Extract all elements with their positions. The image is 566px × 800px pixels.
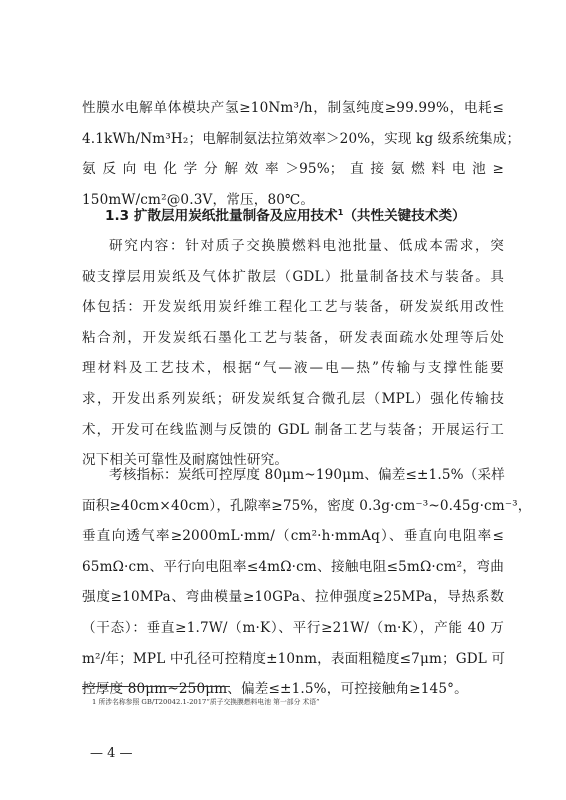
text-line: 理材料及工艺技术，根据“气—液—电—热”传输与支撑性能要 [82, 360, 504, 377]
section-heading [105, 201, 466, 231]
section-heading-title: 1.3 扩散层用炭纸批量制备及应用技术 [105, 208, 338, 224]
text-line: 氨反向电化学分解效率＞95%；直接氨燃料电池≥ [82, 161, 504, 178]
paragraph-targets-continued [82, 93, 521, 215]
footnote-marker: 1 [337, 208, 344, 217]
paragraph-assessment-indicators [82, 460, 532, 705]
text-line: 强度≥10MPa、弯曲模量≥10GPa、拉伸强度≥25MPa，导热系数 [82, 589, 504, 606]
text-line: 150mW/cm²@0.3V，常压，80℃。 [82, 191, 315, 208]
page-number: — 4 — [90, 746, 133, 761]
text-line: 破支撑层用炭纸及气体扩散层（GDL）批量制备技术与装备。具 [82, 268, 504, 285]
text-line: 况下相关可靠性及耐腐蚀性研究。 [82, 452, 289, 469]
text-line: 粘合剂，开发炭纸石墨化工艺与装备，研发表面疏水处理等后处 [82, 329, 504, 346]
text-line: （干态）：垂直≥1.7W/（m·K）、平行≥21W/（m·K），产能 40 万 [82, 619, 504, 636]
text-line: 垂直向透气率≥2000mL·mm/（cm²·h·mmAq）、垂直向电阻率≤ [82, 528, 504, 545]
text-line: 65mΩ·cm、平行向电阻率≤4mΩ·cm、接触电阻≤5mΩ·cm²，弯曲 [82, 558, 504, 575]
text-line: 控厚度 80μm~250μm、偏差≤±1.5%，可控接触角≥145°。 [82, 681, 468, 698]
section-heading-category: （共性关键技术类） [343, 208, 466, 224]
footnote-divider [82, 686, 230, 687]
text-line: 求，开发出系列炭纸；研发炭纸复合微孔层（MPL）强化传输技 [82, 390, 504, 407]
paragraph-research-content [82, 231, 504, 476]
text-line: 术，开发可在线监测与反馈的 GDL 制备工艺与装备；开展运行工 [82, 421, 504, 438]
text-line: 研究内容：针对质子交换膜燃料电池批量、低成本需求，突 [109, 238, 504, 254]
footnote: 1 所涉名称参照 GB/T20042.1-2017“质子交换膜燃料电池 第一部分 术语” [92, 698, 320, 706]
text-line: 体包括：开发炭纸用炭纤维工程化工艺与装备，研发炭纸用改性 [82, 299, 504, 316]
text-line: 4.1kWh/Nm³H₂；电解制氨法拉第效率＞20%，实现 kg 级系统集成； [82, 130, 521, 147]
text-line: 面积≥40cm×40cm），孔隙率≥75%，密度 0.3g·cm⁻³~0.45g·cm⁻³， [82, 497, 532, 514]
text-line: m²/年；MPL 中孔径可控精度±10nm，表面粗糙度≤7μm；GDL 可 [82, 650, 506, 667]
text-line: 性膜水电解单体模块产氢≥10Nm³/h，制氢纯度≥99.99%，电耗≤ [82, 100, 504, 116]
text-line: 考核指标：炭纸可控厚度 80μm~190μm、偏差≤±1.5%（采样 [109, 467, 505, 483]
